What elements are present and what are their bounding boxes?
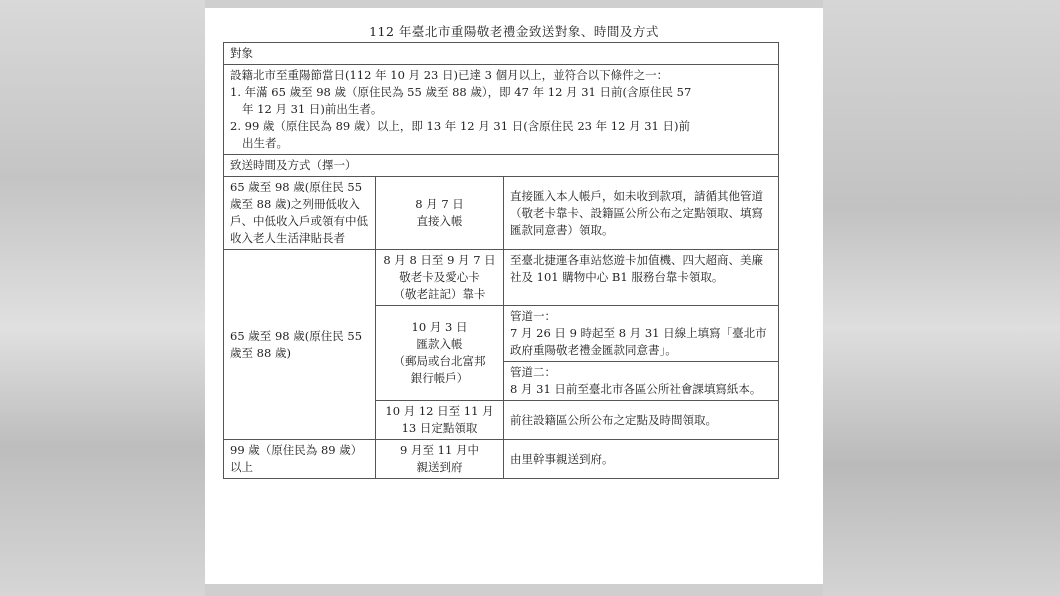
channel2-text: 8 月 31 日前至臺北市各區公所社會課填寫紙本。 bbox=[510, 382, 762, 396]
row2-sub3-time-line1: 10 月 12 日至 11 月 bbox=[385, 404, 494, 418]
row2-sub1-time-line1: 8 月 8 日至 9 月 7 日 bbox=[383, 253, 496, 267]
document-title: 112 年臺北市重陽敬老禮金致送對象、時間及方式 bbox=[369, 24, 659, 39]
row2-sub1-time-line3: （敬老註記）靠卡 bbox=[393, 287, 486, 301]
row2-sub2-method bbox=[504, 306, 779, 401]
method-header-row bbox=[224, 155, 779, 177]
row1-time-line1: 8 月 7 日 bbox=[415, 197, 464, 211]
row1-time bbox=[376, 177, 504, 250]
target-item1-line1: 1. 年滿 65 歲至 98 歲（原住民為 55 歲至 88 歲），即 47 年 12 月 31 日前(含原住民 57 bbox=[230, 85, 692, 99]
table-row bbox=[224, 440, 779, 479]
target-intro: 設籍北市至重陽節當日(112 年 10 月 23 日)已達 3 個月以上，並符合以下條件之一： bbox=[230, 68, 669, 82]
row3-time-line2: 親送到府 bbox=[416, 460, 463, 474]
row2-sub2-time-line3: （郵局或台北富邦 bbox=[393, 354, 486, 368]
channel1-title: 管道一： bbox=[510, 309, 556, 323]
row2-sub3-time bbox=[376, 401, 504, 440]
row3-target: 99 歲（原住民為 89 歲）以上 bbox=[224, 440, 376, 479]
row2-sub2-time-line1: 10 月 3 日 bbox=[411, 320, 468, 334]
row2-sub1-time-line2: 敬老卡及愛心卡 bbox=[399, 270, 480, 284]
background-left bbox=[0, 0, 205, 596]
channel1-text: 7 月 26 日 9 時起至 8 月 31 日線上填寫「臺北市政府重陽敬老禮金匯款同意書」。 bbox=[510, 326, 767, 357]
target-content-row bbox=[224, 65, 779, 155]
target-header-row bbox=[224, 43, 779, 65]
method-header: 致送時間及方式（擇一） bbox=[224, 155, 779, 177]
table-row bbox=[224, 250, 779, 306]
row2-sub2-time-line4: 銀行帳戶） bbox=[410, 371, 469, 385]
row1-time-line2: 直接入帳 bbox=[416, 214, 463, 228]
row1-target: 65 歲至 98 歲(原住民 55 歲至 88 歲)之列冊低收入戶、中低收入戶或領有中低收入老人生活津貼長者 bbox=[224, 177, 376, 250]
channel-divider bbox=[504, 361, 778, 398]
row3-time bbox=[376, 440, 504, 479]
info-table bbox=[223, 42, 779, 479]
row2-sub2-time-line2: 匯款入帳 bbox=[416, 337, 463, 351]
row3-method: 由里幹事親送到府。 bbox=[504, 440, 779, 479]
row3-time-line1: 9 月至 11 月中 bbox=[400, 443, 479, 457]
row1-method: 直接匯入本人帳戶，如未收到款項，請循其他管道（敬老卡靠卡、設籍區公所公布之定點領取、填寫匯款同意書）領取。 bbox=[504, 177, 779, 250]
target-item2-line2: 出生者。 bbox=[242, 136, 288, 150]
row2-sub1-method: 至臺北捷運各車站悠遊卡加值機、四大超商、美廉社及 101 購物中心 B1 服務台靠卡領取。 bbox=[504, 250, 779, 306]
row2-sub3-method: 前往設籍區公所公布之定點及時間領取。 bbox=[504, 401, 779, 440]
document-page bbox=[205, 8, 823, 584]
row2-sub2-time bbox=[376, 306, 504, 401]
target-content bbox=[224, 65, 779, 155]
target-item1-line2: 年 12 月 31 日)前出生者。 bbox=[242, 102, 383, 116]
row2-target: 65 歲至 98 歲(原住民 55 歲至 88 歲) bbox=[224, 250, 376, 440]
row2-sub1-time bbox=[376, 250, 504, 306]
target-item2-line1: 2. 99 歲（原住民為 89 歲）以上，即 13 年 12 月 31 日(含原住民 23 年 12 月 31 日)前 bbox=[230, 119, 690, 133]
target-header: 對象 bbox=[224, 43, 779, 65]
row2-sub3-time-line2: 13 日定點領取 bbox=[401, 421, 478, 435]
background-right bbox=[823, 0, 1060, 596]
table-row bbox=[224, 177, 779, 250]
channel2-title: 管道二： bbox=[510, 365, 556, 379]
